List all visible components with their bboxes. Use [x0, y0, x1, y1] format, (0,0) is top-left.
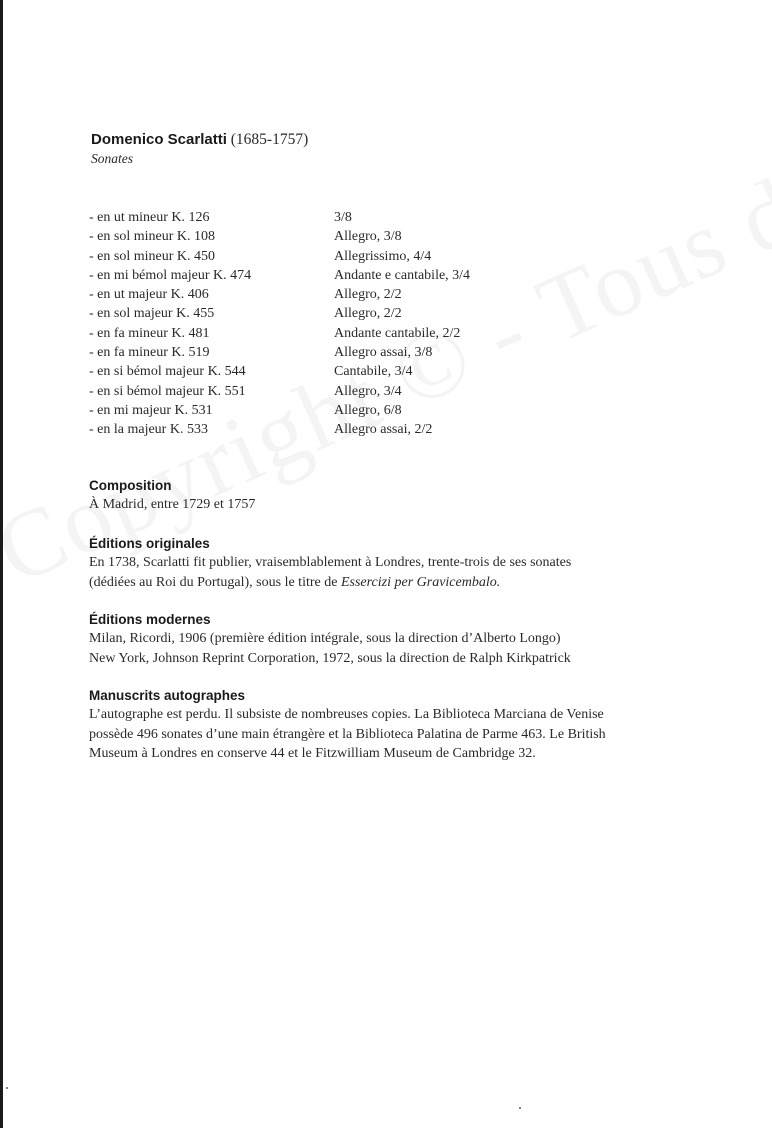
work-tempo: Allegro, 6/8 — [334, 402, 402, 418]
work-row — [89, 227, 470, 246]
section-text: L’autographe est perdu. Il subsiste de nombreuses copies. La Biblioteca Marciana de Venise — [89, 707, 604, 722]
work-row — [89, 247, 470, 266]
work-key: - en ut majeur K. 406 — [89, 287, 209, 303]
composition-section — [89, 476, 689, 515]
work-tempo: Allegro assai, 3/8 — [334, 345, 433, 361]
section-heading: Éditions originales — [89, 536, 210, 551]
scan-edge — [0, 0, 3, 1128]
section-heading: Manuscrits autographes — [89, 688, 246, 703]
italic-title: Essercizi per Gravicembalo. — [340, 574, 501, 590]
work-row — [89, 266, 470, 285]
section-text: À Madrid, entre 1729 et 1757 — [89, 497, 256, 512]
work-key: - en sol mineur K. 450 — [89, 248, 215, 264]
work-tempo: 3/8 — [334, 210, 352, 225]
manuscrits-section — [89, 686, 689, 764]
work-tempo: Allegrissimo, 4/4 — [334, 248, 432, 264]
work-row — [89, 420, 470, 439]
section-text: Milan, Ricordi, 1906 (première édition intégrale, sous la direction d’Alberto Longo) — [89, 631, 561, 646]
page-title — [91, 131, 308, 149]
work-key: - en mi bémol majeur K. 474 — [89, 267, 252, 283]
work-key: - en si bémol majeur K. 551 — [89, 383, 246, 399]
work-row — [89, 324, 470, 343]
work-key: - en sol majeur K. 455 — [89, 306, 215, 322]
work-key: - en sol mineur K. 108 — [89, 229, 215, 245]
editions-originales-section — [89, 534, 689, 592]
work-tempo: Cantabile, 3/4 — [334, 364, 413, 380]
work-key: - en ut mineur K. 126 — [89, 210, 210, 225]
work-row — [89, 401, 470, 420]
work-tempo: Allegro, 2/2 — [334, 306, 402, 322]
section-text — [89, 573, 689, 593]
section-heading: Éditions modernes — [89, 612, 211, 627]
work-tempo: Allegro assai, 2/2 — [334, 422, 433, 438]
work-row — [89, 304, 470, 323]
work-subtitle: Sonates — [91, 151, 133, 166]
work-tempo: Allegro, 2/2 — [334, 287, 402, 303]
scan-speck — [6, 1087, 8, 1089]
work-tempo: Allegro, 3/4 — [334, 383, 402, 399]
work-row — [89, 343, 470, 362]
section-text: Museum à Londres en conserve 44 et le Fitzwilliam Museum de Cambridge 32. — [89, 746, 536, 761]
composer-dates: (1685-1757) — [230, 131, 309, 148]
editions-modernes-section — [89, 610, 689, 668]
work-key: - en la majeur K. 533 — [89, 422, 208, 438]
section-heading: Composition — [89, 478, 172, 493]
work-row — [89, 362, 470, 381]
composer-name: Domenico Scarlatti — [91, 131, 227, 148]
work-key: - en mi majeur K. 531 — [89, 402, 213, 418]
works-list — [89, 208, 470, 440]
work-row — [89, 382, 470, 401]
work-row — [89, 285, 470, 304]
work-key: - en fa mineur K. 519 — [89, 345, 210, 361]
section-text: En 1738, Scarlatti fit publier, vraisemblablement à Londres, trente-trois de ses sonates — [89, 555, 572, 570]
work-row — [89, 208, 470, 227]
work-tempo: Andante cantabile, 2/2 — [334, 325, 461, 341]
text-span: (dédiées au Roi du Portugal), sous le titre de — [89, 574, 341, 590]
work-tempo: Allegro, 3/8 — [334, 229, 402, 245]
section-text: possède 496 sonates d’une main étrangère et la Biblioteca Palatina de Parme 463. Le British — [89, 726, 606, 742]
work-key: - en fa mineur K. 481 — [89, 325, 210, 341]
section-text: New York, Johnson Reprint Corporation, 1972, sous la direction de Ralph Kirkpatrick — [89, 650, 571, 666]
work-key: - en si bémol majeur K. 544 — [89, 364, 246, 380]
work-tempo: Andante e cantabile, 3/4 — [334, 267, 471, 283]
scan-speck — [519, 1107, 521, 1109]
